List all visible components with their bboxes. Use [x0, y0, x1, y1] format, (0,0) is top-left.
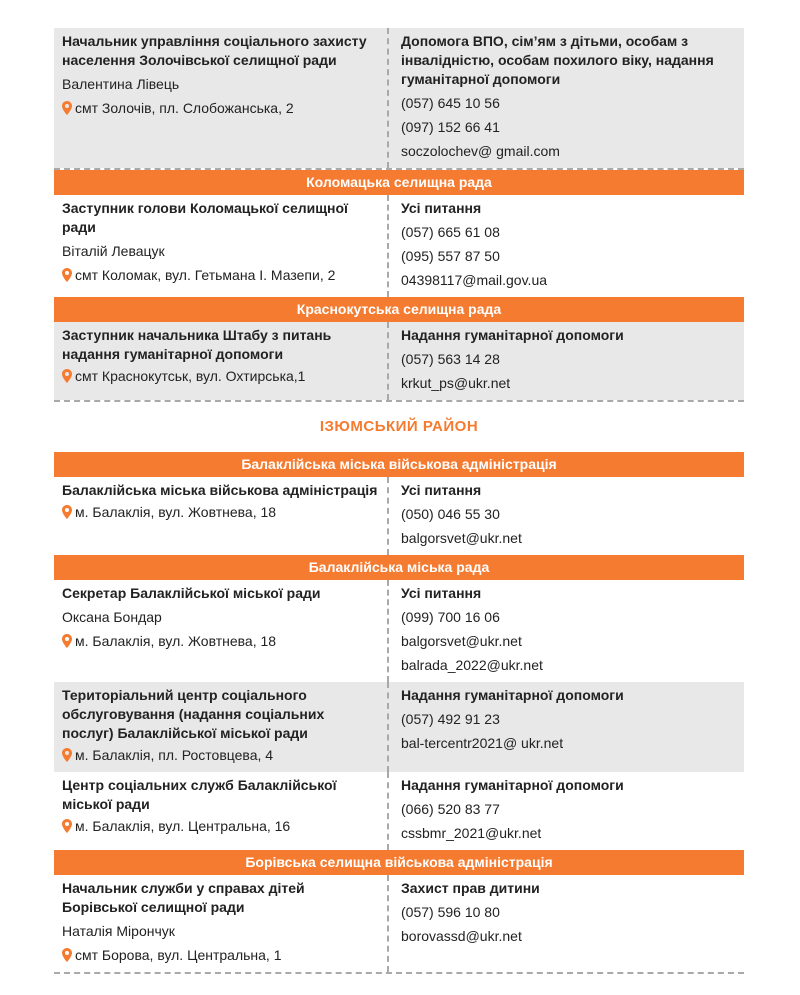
map-pin-icon: [62, 369, 72, 383]
position-title: Заступник голови Коломацької селищної ради: [62, 200, 348, 235]
phone: (057) 665 61 08: [401, 224, 500, 240]
contact-table-balakliia-council: [54, 555, 744, 850]
person-name: Наталія Мірончук: [62, 923, 175, 939]
document: [54, 28, 744, 974]
email: balgorsvet@ukr.net: [401, 530, 522, 546]
email: balgorsvet@ukr.net: [401, 633, 522, 649]
address: [62, 96, 379, 120]
person-name: Віталій Левацук: [62, 243, 165, 259]
table-row: [54, 580, 744, 682]
service-title: Захист прав дитини: [401, 880, 540, 896]
position-title: Центр соціальних служб Балаклійської міської ради: [62, 777, 337, 812]
email: soczolochev@ gmail.com: [401, 143, 560, 159]
address-text: смт Краснокутськ, вул. Охтирська,1: [75, 368, 306, 384]
position-cell: [54, 28, 387, 168]
address: [62, 500, 379, 524]
email: krkut_ps@ukr.net: [401, 375, 511, 391]
map-pin-icon: [62, 505, 72, 519]
address-text: смт Коломак, вул. Гетьмана І. Мазепи, 2: [75, 267, 336, 283]
phone: (057) 563 14 28: [401, 351, 500, 367]
position-cell: [54, 772, 387, 850]
service-title: Надання гуманітарної допомоги: [401, 687, 624, 703]
position-title: Начальник управління соціального захисту населення Золочівської селищної ради: [62, 33, 367, 68]
service-title: Надання гуманітарної допомоги: [401, 327, 624, 343]
address-text: м. Балаклія, вул. Центральна, 16: [75, 818, 291, 834]
service-cell: [387, 477, 744, 555]
person-name: Оксана Бондар: [62, 609, 162, 625]
phone: (099) 700 16 06: [401, 609, 500, 625]
table-row: [54, 875, 744, 972]
table-row: [54, 772, 744, 850]
service-title: Усі питання: [401, 200, 482, 216]
position-cell: [54, 477, 387, 555]
position-title: Заступник начальника Штабу з питань надання гуманітарної допомоги: [62, 327, 332, 362]
table-row: [54, 322, 744, 400]
email: balrada_2022@ukr.net: [401, 657, 543, 673]
map-pin-icon: [62, 101, 72, 115]
phone: (057) 645 10 56: [401, 95, 500, 111]
contact-table-borova: [54, 850, 744, 974]
contact-table-kolomak: [54, 170, 744, 297]
service-title: Надання гуманітарної допомоги: [401, 777, 624, 793]
service-title: Усі питання: [401, 585, 482, 601]
position-title: Начальник служби у справах дітей Борівської селищної ради: [62, 880, 305, 915]
phone: (097) 152 66 41: [401, 119, 500, 135]
service-cell: [387, 580, 744, 682]
address: [62, 743, 379, 767]
position-cell: [54, 580, 387, 682]
position-title: Секретар Балаклійської міської ради: [62, 585, 321, 601]
address-text: смт Золочів, пл. Слобожанська, 2: [75, 100, 294, 116]
map-pin-icon: [62, 634, 72, 648]
position-title: Балаклійська міська військова адміністрація: [62, 482, 378, 498]
map-pin-icon: [62, 819, 72, 833]
section-header: Балаклійська міська військова адміністрація: [54, 452, 744, 477]
address: [62, 814, 379, 838]
section-header: Коломацька селищна рада: [54, 170, 744, 195]
map-pin-icon: [62, 948, 72, 962]
position-cell: [54, 682, 387, 772]
service-cell: [387, 322, 744, 400]
email: borovassd@ukr.net: [401, 928, 522, 944]
email: cssbmr_2021@ukr.net: [401, 825, 542, 841]
position-cell: [54, 875, 387, 972]
phone: (057) 596 10 80: [401, 904, 500, 920]
table-row: [54, 28, 744, 168]
address: [62, 364, 379, 388]
phone: (050) 046 55 30: [401, 506, 500, 522]
email: 04398117@mail.gov.ua: [401, 272, 548, 288]
table-row: [54, 477, 744, 555]
address-text: смт Борова, вул. Центральна, 1: [75, 947, 282, 963]
service-cell: [387, 682, 744, 772]
service-title: Усі питання: [401, 482, 482, 498]
service-cell: [387, 875, 744, 972]
table-row: [54, 195, 744, 297]
table-row: [54, 682, 744, 772]
person-name: Валентина Лівець: [62, 76, 180, 92]
section-header: Балаклійська міська рада: [54, 555, 744, 580]
address: [62, 263, 379, 287]
position-title: Територіальний центр соціального обслуговування (надання соціальних послуг) Балаклійської міської ради: [62, 687, 325, 741]
address-text: м. Балаклія, пл. Ростовцева, 4: [75, 747, 274, 763]
section-header: Краснокутська селищна рада: [54, 297, 744, 322]
position-cell: [54, 322, 387, 400]
phone: (095) 557 87 50: [401, 248, 500, 264]
service-cell: [387, 28, 744, 168]
district-title: ІЗЮМСЬКИЙ РАЙОН: [319, 418, 479, 435]
phone: (057) 492 91 23: [401, 711, 500, 727]
service-cell: [387, 772, 744, 850]
address-text: м. Балаклія, вул. Жовтнева, 18: [75, 633, 277, 649]
contact-table-zolochiv: [54, 28, 744, 170]
contact-table-krasnokutsk: [54, 297, 744, 402]
map-pin-icon: [62, 748, 72, 762]
map-pin-icon: [62, 268, 72, 282]
service-title: Допомога ВПО, сім’ям з дітьми, особам з інвалідністю, особам похилого віку, надання гуманітарної допомоги: [401, 33, 714, 87]
position-cell: [54, 195, 387, 297]
address: [62, 629, 379, 653]
contact-table-balakliia-mva: [54, 452, 744, 555]
section-header: Борівська селищна військова адміністрація: [54, 850, 744, 875]
service-cell: [387, 195, 744, 297]
address-text: м. Балаклія, вул. Жовтнева, 18: [75, 504, 277, 520]
address: [62, 943, 379, 967]
phone: (066) 520 83 77: [401, 801, 500, 817]
email: bal-tercentr2021@ ukr.net: [401, 735, 564, 751]
